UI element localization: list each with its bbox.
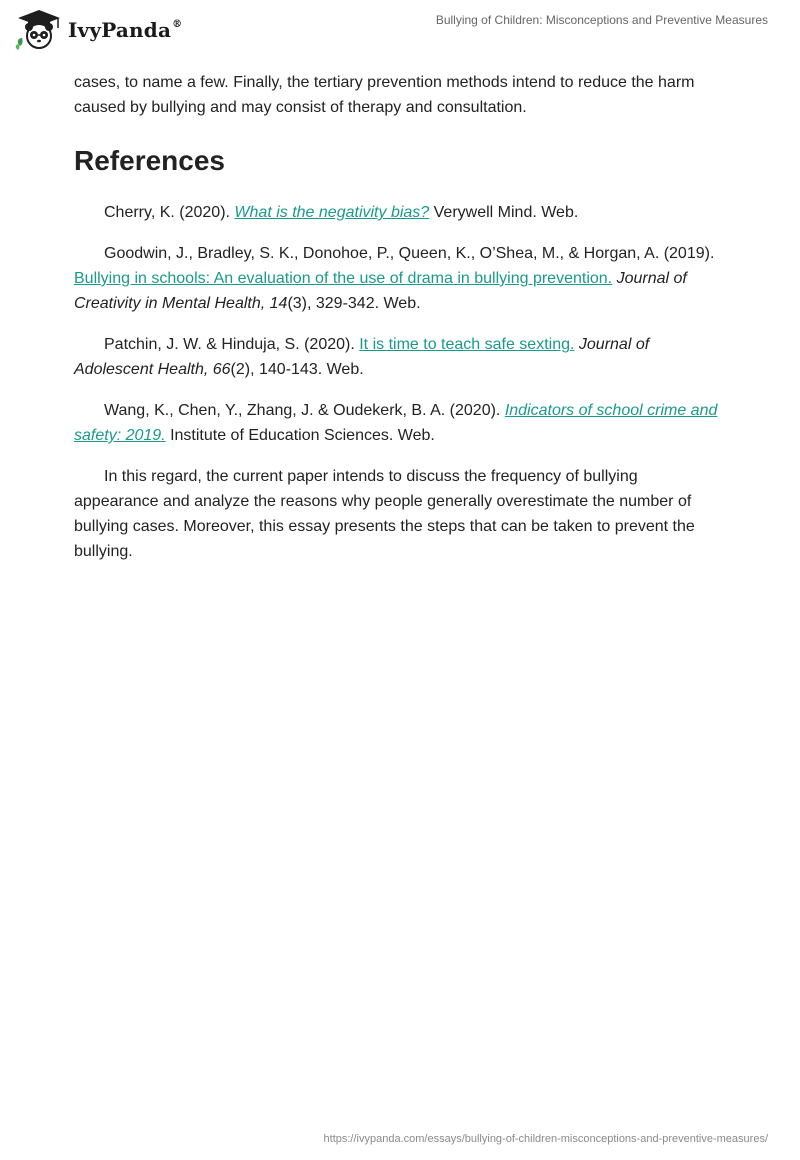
ivypanda-logo[interactable] [14,8,182,52]
reference-item [74,398,726,448]
reference-journal: Journal of Creativity in Mental Health, 14 [74,270,687,312]
trademark-symbol: ® [172,19,183,31]
document-body [74,70,726,564]
reference-authors: Wang, K., Chen, Y., Zhang, J. & Oudekerk, B. A. (2020). [104,402,505,419]
reference-link[interactable]: Bullying in schools: An evaluation of the use of drama in bullying prevention. [74,270,613,287]
reference-journal: Journal of Adolescent Health, 66 [74,336,650,378]
reference-source: (2), 140-143. Web. [230,361,364,378]
reference-item [74,332,726,382]
document-title: Bullying of Children: Misconceptions and Preventive Measures [435,13,768,27]
footer-url[interactable]: https://ivypanda.com/essays/bullying-of-children-misconceptions-and-preventive-measures/ [323,1133,768,1145]
reference-link[interactable]: It is time to teach safe sexting. [359,336,575,353]
panda-graduate-icon [14,8,64,52]
reference-authors: Patchin, J. W. & Hinduja, S. (2020). [104,336,360,353]
intro-paragraph: cases, to name a few. Finally, the tertiary prevention methods intend to reduce the harm caused by bullying and may consist of therapy and consultation. [74,74,695,116]
reference-item [74,241,726,316]
reference-authors: Cherry, K. (2020). [104,204,235,221]
reference-source: Institute of Education Sciences. Web. [165,427,435,444]
reference-source: Verywell Mind. Web. [429,204,579,221]
reference-link[interactable]: What is the negativity bias? [234,204,430,221]
reference-source: (3), 329-342. Web. [287,295,421,312]
references-heading: References [74,145,225,176]
brand-name: IvyPanda® [68,18,183,42]
reference-link[interactable]: Indicators of school crime and safety: 2019. [74,402,718,444]
outro-paragraph: In this regard, the current paper intends to discuss the frequency of bullying appearance and analyze the reasons why people generally overestimate the number of bullying cases. Moreover, this essay presents the steps that can be taken to prevent the bullying. [74,468,695,560]
reference-item [74,200,726,225]
reference-authors: Goodwin, J., Bradley, S. K., Donohoe, P., Queen, K., O’Shea, M., & Horgan, A. (2019). [104,245,715,262]
page-header [0,0,800,70]
